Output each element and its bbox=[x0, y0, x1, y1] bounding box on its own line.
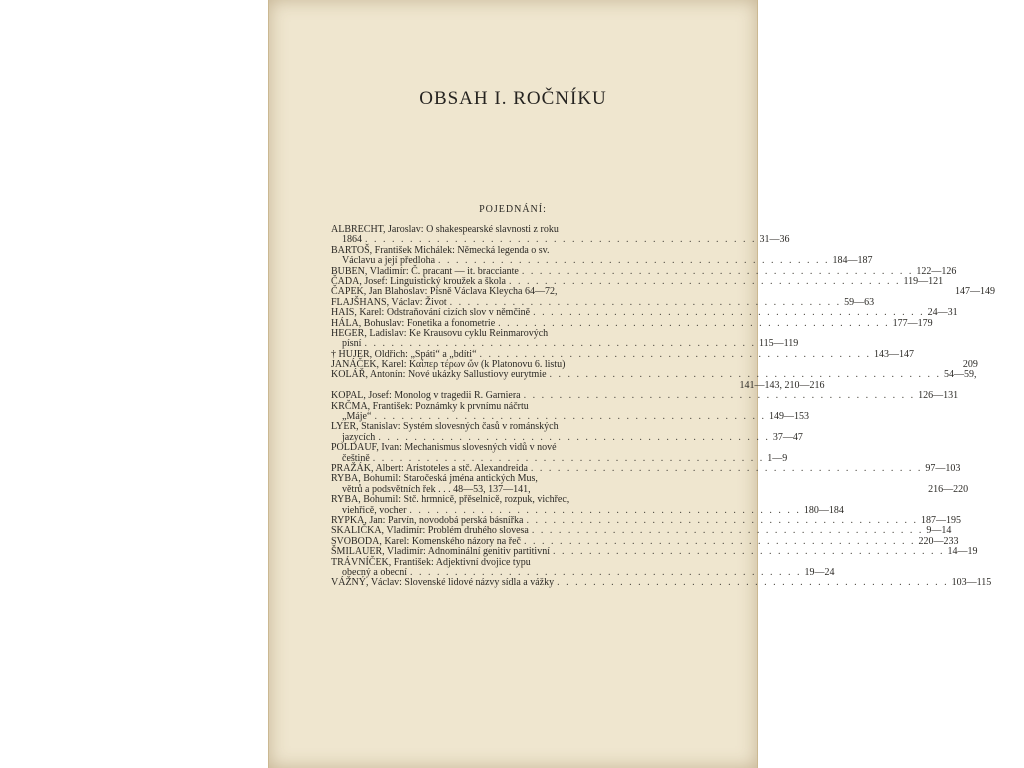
toc-entry-text: RYBA, Bohumil: Staročeská jména antických Mus, bbox=[331, 473, 538, 485]
toc-page-range: 184—187 bbox=[832, 255, 873, 267]
toc-entry-text: češtině bbox=[342, 452, 370, 464]
toc-entry-text: „Máje“ bbox=[342, 411, 372, 423]
toc-page-range: 9—14 bbox=[926, 525, 952, 537]
toc-leader bbox=[495, 319, 893, 329]
toc-entry-text: KRČMA, František: Poznámky k prvnímu náčrtu bbox=[331, 400, 529, 412]
toc-entry-text: větrů a podsvětních řek . . . 48—53, 137—141, bbox=[342, 483, 531, 495]
toc-entry-text: FLAJŠHANS, Václav: Život bbox=[331, 296, 447, 308]
toc-entry bbox=[331, 307, 958, 319]
toc-entry-text: obecný a obecní bbox=[342, 566, 407, 578]
toc-page-range: 209 bbox=[962, 359, 978, 371]
toc-entry-text: viehřicě, vocher bbox=[342, 504, 407, 516]
toc-entry bbox=[331, 495, 701, 505]
toc-entry-text: RYBA, Bohumil: Stč. hrmnicě, přěselnicě, rozpuk, vichřec, bbox=[331, 494, 570, 506]
toc-entry-text: KOPAL, Josef: Monolog v tragedii R. Garniera bbox=[331, 390, 521, 402]
toc-leader bbox=[528, 464, 926, 474]
toc-page-range: 1—9 bbox=[767, 452, 788, 464]
toc-page-range: 14—19 bbox=[947, 546, 978, 558]
toc-entry-text: VÁŽNÝ, Václav: Slovenské lidové názvy sídla a vážky bbox=[331, 577, 555, 589]
toc-page-range: 216—220 bbox=[928, 483, 969, 495]
toc-page-range: 97—103 bbox=[925, 462, 961, 474]
toc-entry bbox=[331, 546, 978, 558]
toc-entry-text: HEGER, Ladislav: Ke Krausovu cyklu Reinmarových bbox=[331, 327, 549, 339]
toc-entry-text: ŠMILAUER, Vladimír: Adnominální genitiv partitivní bbox=[331, 546, 550, 558]
toc-leader bbox=[550, 547, 948, 557]
page-title: OBSAH I. ROČNÍKU bbox=[419, 88, 607, 109]
toc-entry-text: BARTOŠ, František Michálek: Německá legenda o sv. bbox=[331, 244, 550, 256]
toc-page-range: 115—119 bbox=[758, 338, 799, 350]
toc-page-range: 119—121 bbox=[903, 275, 944, 287]
toc-leader bbox=[521, 391, 919, 401]
toc-entry-text: HAIS, Karel: Odstraňování cizích slov v němčině bbox=[331, 307, 531, 319]
toc-entry-text: SVOBODA, Karel: Komenského názory na řeč bbox=[331, 535, 521, 547]
toc-entry-text: jazycích bbox=[342, 431, 376, 443]
toc-entry-text: Václavu a její předloha bbox=[342, 255, 436, 267]
toc-entry-text: † HUJER, Oldřich: „Spáti“ a „bdíti“ bbox=[331, 348, 477, 360]
toc-page-range: 147—149 bbox=[954, 286, 995, 298]
toc-page-range: 141—143, 210—216 bbox=[739, 379, 825, 391]
toc-entry-text: HÁLA, Bohuslav: Fonetika a fonometrie bbox=[331, 317, 496, 329]
toc-entry-text: JANÁČEK, Karel: Καίπερ τέρων ὤν (k Platonovu 6. listu) bbox=[331, 359, 566, 371]
toc-page-range: 220—233 bbox=[918, 535, 959, 547]
toc-page-range: 143—147 bbox=[874, 348, 915, 360]
toc-entry-text: SKALIČKA, Vladimír: Problém druhého slovesa bbox=[331, 525, 529, 537]
toc-entry-text: ČADA, Josef: Linguistický kroužek a škola bbox=[331, 275, 506, 287]
toc-leader bbox=[554, 578, 952, 588]
toc-page-range: 149—153 bbox=[768, 411, 809, 423]
toc-leader bbox=[530, 308, 928, 318]
toc-entry bbox=[331, 369, 977, 381]
toc-leader bbox=[506, 277, 904, 287]
toc-page-range: 122—126 bbox=[916, 265, 957, 277]
toc-entry-text: POLDAUF, Ivan: Mechanismus slovesných vidů v nové bbox=[331, 442, 557, 454]
toc-page-range: 54—59, bbox=[944, 369, 977, 381]
toc-entry-text: BUBEN, Vladimír: Č. pracant — it. bracciante bbox=[331, 265, 519, 277]
toc-entry-text: ALBRECHT, Jaroslav: O shakespearské slavnosti z roku bbox=[331, 224, 559, 235]
toc-entry-text: ČAPEK, Jan Blahoslav: Písně Václava Kleycha 64—72, bbox=[331, 286, 558, 298]
toc-page-range: 31—36 bbox=[759, 234, 790, 246]
toc-leader bbox=[435, 256, 833, 266]
toc-page-range: 59—63 bbox=[844, 296, 875, 308]
toc-page-range: 103—115 bbox=[951, 577, 992, 589]
toc-page-range: 19—24 bbox=[804, 566, 835, 578]
toc-entry-text: 1864 bbox=[342, 234, 362, 246]
section-heading: POJEDNÁNÍ: bbox=[479, 204, 547, 215]
toc-entry-text: LYER, Stanislav: Systém slovesných časů v románských bbox=[331, 421, 559, 433]
toc-page-range: 24—31 bbox=[927, 307, 958, 319]
toc-page-range: 37—47 bbox=[772, 431, 803, 443]
toc-entry-text: PRAŽÁK, Albert: Aristoteles a stč. Alexandreida bbox=[331, 462, 528, 474]
toc-entry-text: TRÁVNÍČEK, František: Adjektivní dvojice typu bbox=[331, 556, 531, 568]
toc-page-range: 126—131 bbox=[918, 390, 959, 402]
toc-page-range: 187—195 bbox=[920, 514, 961, 526]
toc-entry-text: písní bbox=[342, 338, 362, 350]
toc-entry bbox=[331, 577, 992, 589]
book-page bbox=[268, 0, 995, 768]
toc-entry-text: KOLÁŘ, Antonín: Nové ukázky Sallustiovy eurytmie bbox=[331, 369, 547, 381]
toc-page-range: 180—184 bbox=[803, 504, 844, 516]
table-of-contents bbox=[331, 224, 995, 589]
toc-entry-text: RYPKA, Jan: Parvín, novodobá perská básnířka bbox=[331, 514, 524, 526]
toc-entry bbox=[331, 255, 873, 267]
toc-page-range: 177—179 bbox=[892, 317, 933, 329]
